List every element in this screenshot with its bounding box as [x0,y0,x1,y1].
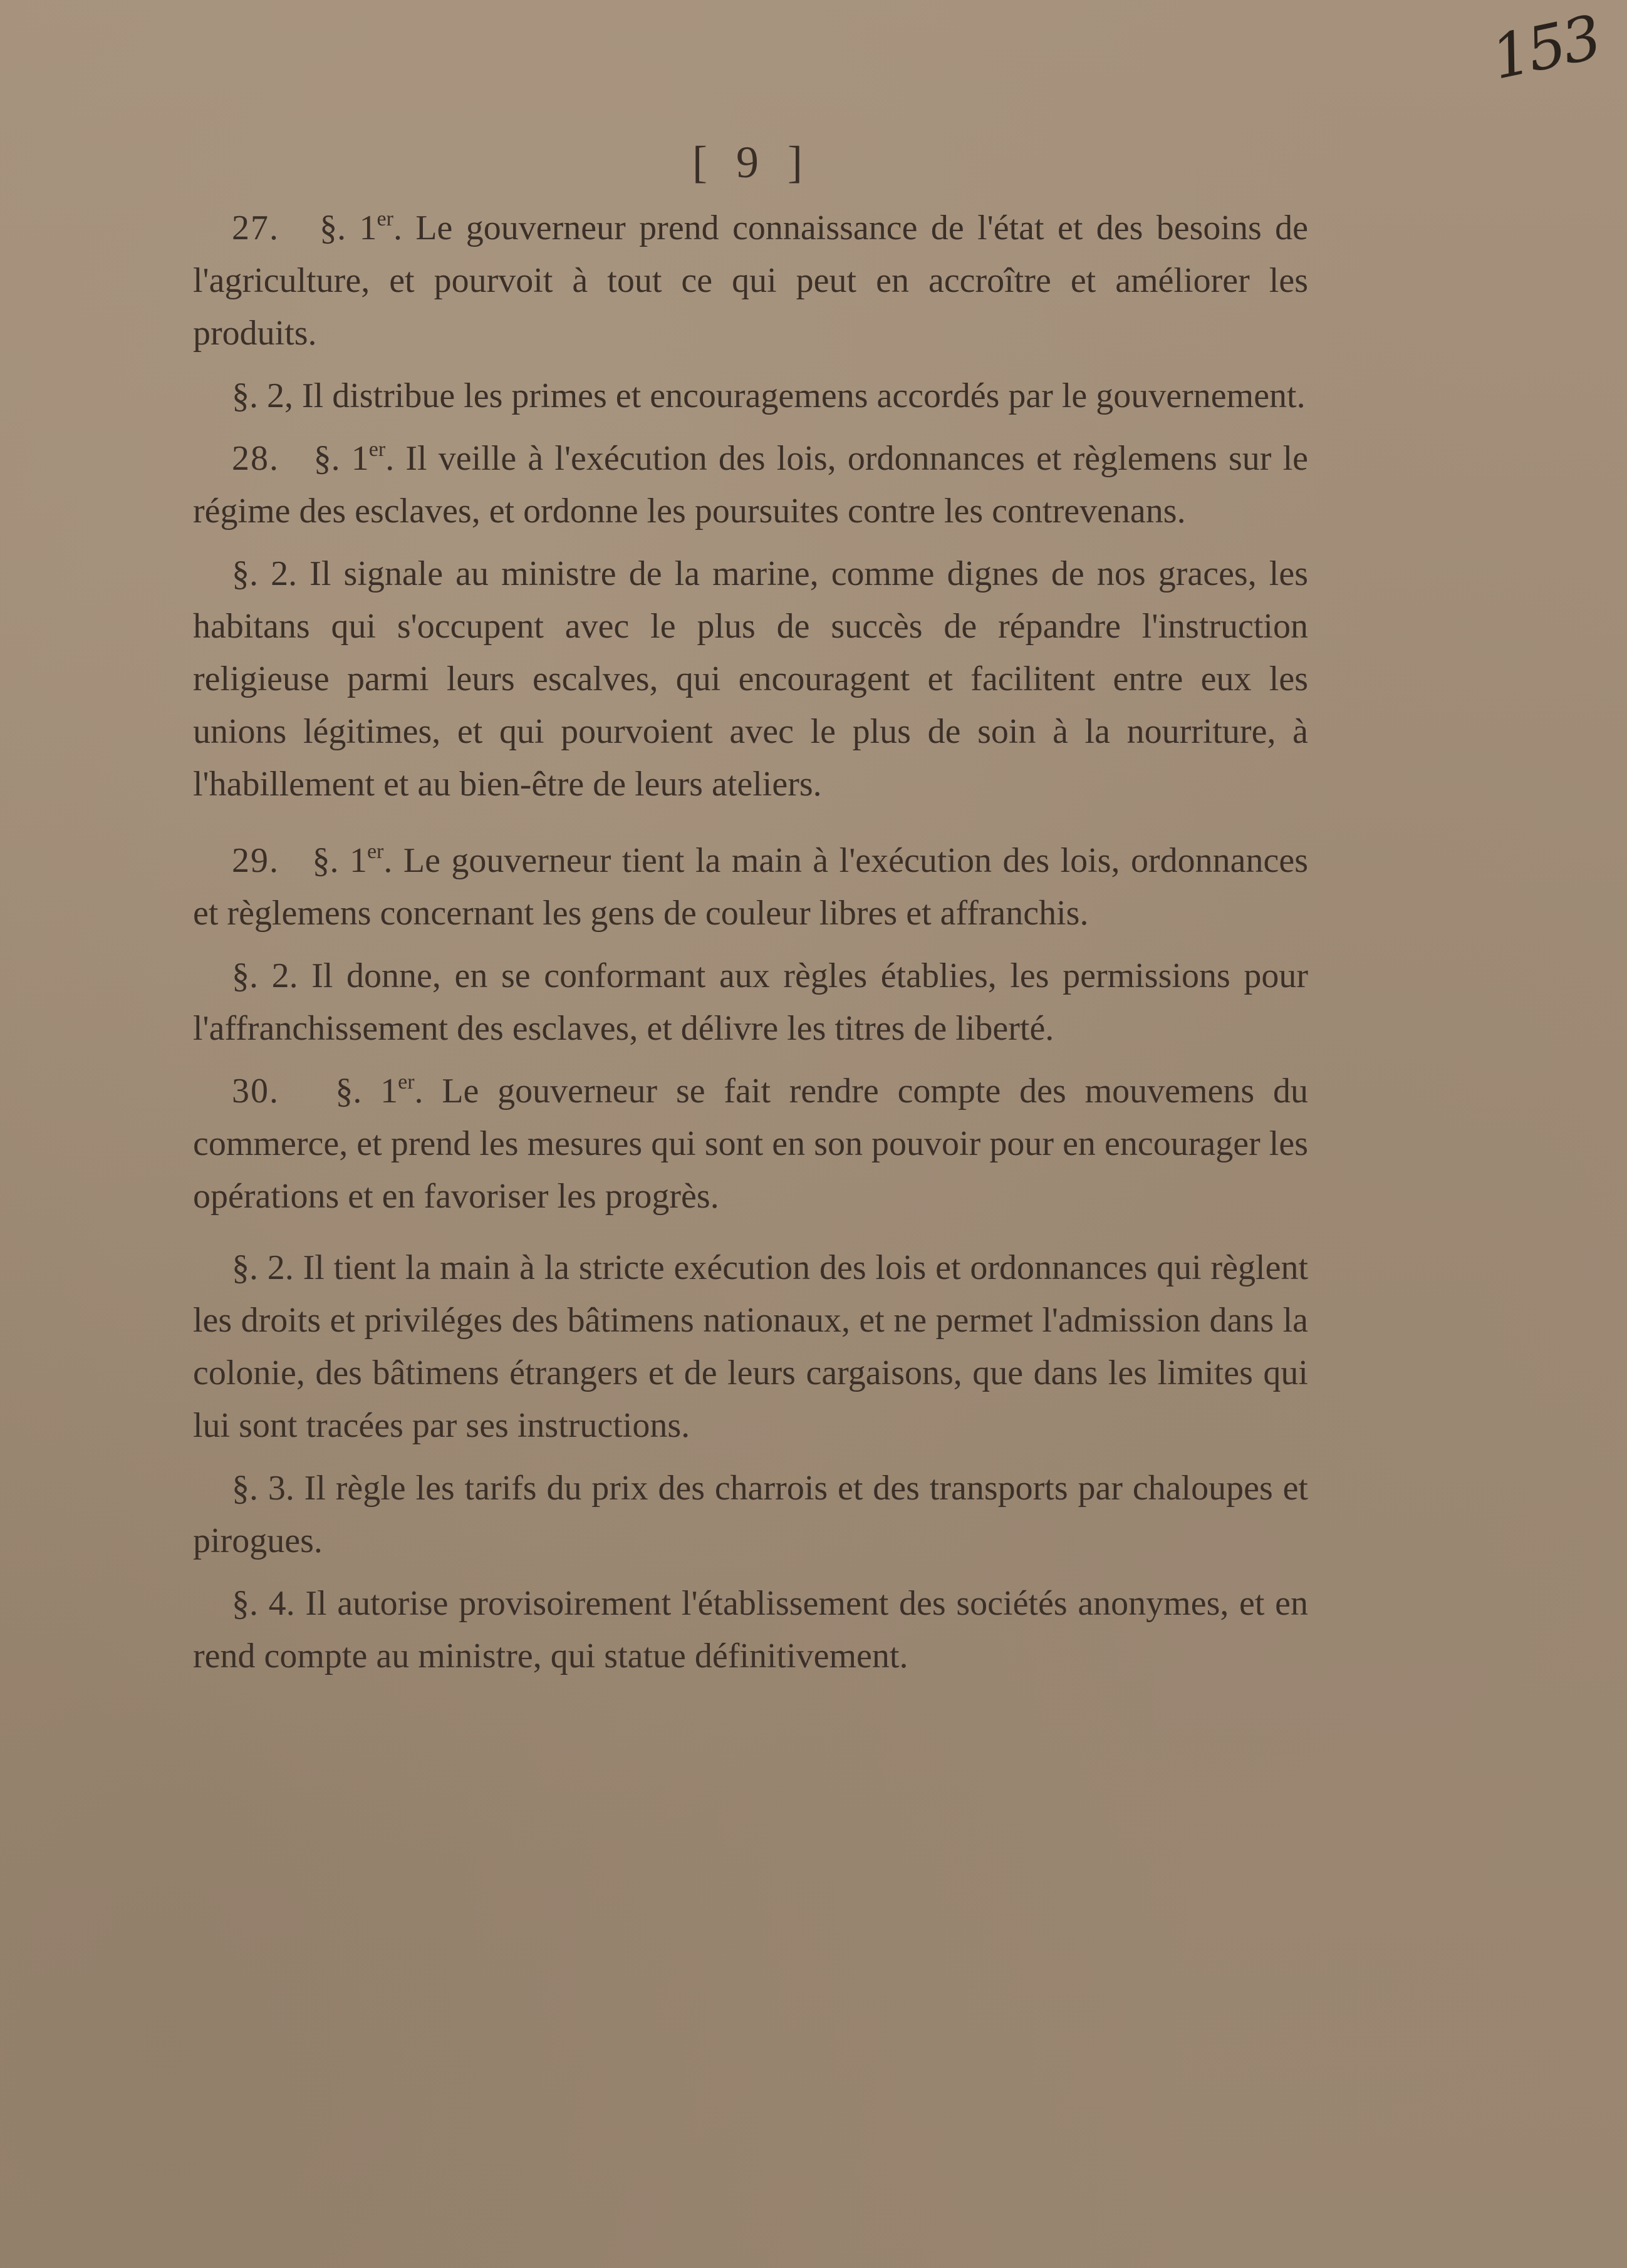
section-mark: §. 2 [232,376,284,415]
paragraph-text: . Il donne, en se conformant aux règles établies, les permissions pour l'affranchissement des esclaves, et délivre les titres de liberté. [193,956,1308,1048]
paragraph-text: . Le gouverneur se fait rendre compte des mouvemens du commerce, et prend les mesures qui sont en son pouvoir pour en encourager les opérations et en favoriser les progrès. [193,1072,1309,1216]
paragraph-article-27-s2 [193,370,1308,422]
section-mark: §. 3 [232,1469,286,1508]
paragraph-text: . Il règle les tarifs du prix des charrois et des transports par chaloupes et pirogues. [193,1469,1308,1560]
article-number: 27. [232,209,279,247]
paragraph-article-30-s4 [193,1577,1308,1682]
paragraph-text: . Il signale au ministre de la marine, comme dignes de nos graces, les habitans qui s'occupent avec le plus de succès de répandre l'instruction religieuse parmi leurs escalves, qui encouragent et facilitent entre eux les unions légitimes, et qui pourvoient avec le plus de soin à la nourriture, à l'habillement et au bien-être de leurs ateliers. [193,554,1309,804]
section-mark: §. 1 [313,439,369,478]
paragraph-article-28-s1 [193,432,1308,537]
paragraph-text: , Il distribue les primes et encouragemens accordés par le gouvernement. [284,376,1306,415]
paragraph-article-27-s1 [193,202,1308,360]
section-mark: §. 1 [335,1072,398,1111]
paragraph-text: . Il tient la main à la stricte exécution des lois et ordonnances qui règlent les droits et priviléges des bâtimens nationaux, et ne permet l'admission dans la colonie, des bâtimens étrangers et de leurs cargaisons, que dans les limites qui lui sont tracées par ses instructions. [193,1248,1309,1445]
paragraph-text: . Le gouverneur tient la main à l'exécution des lois, ordonnances et règlemens concernant les gens de couleur libres et affranchis. [193,841,1309,933]
article-number: 29. [232,841,279,880]
paragraph-article-30-s3 [193,1462,1308,1567]
superscript: er [398,1070,415,1094]
paragraph-text: . Il autorise provisoirement l'établissement des sociétés anonymes, et en rend compte au ministre, qui statue définitivement. [193,1584,1309,1675]
paragraph-article-29-s1 [193,834,1308,940]
section-mark: §. 1 [320,209,377,247]
document-body [193,202,1308,1692]
section-mark: §. 2 [232,1248,285,1287]
paragraph-text: . Il veille à l'exécution des lois, ordonnances et règlemens sur le régime des esclaves, et ordonne les poursuites contre les contrevenans. [193,439,1309,531]
superscript: er [368,438,386,461]
section-mark: §. 4 [232,1584,286,1623]
paragraph-article-30-s1 [193,1065,1308,1223]
paragraph-article-29-s2 [193,950,1308,1055]
article-number: 30. [232,1072,279,1111]
handwritten-folio-number: 153 [1485,2,1605,93]
section-mark: §. 2 [232,554,289,593]
page-number: [ 9 ] [692,137,811,187]
superscript: er [377,207,393,230]
paragraph-article-28-s2 [193,547,1308,810]
section-mark: §. 1 [312,841,367,880]
paragraph-article-30-s2 [193,1241,1308,1452]
article-number: 28. [232,439,279,478]
superscript: er [366,840,384,863]
paragraph-text: . Le gouverneur prend connaissance de l'état et des besoins de l'agriculture, et pourvoit à tout ce qui peut en accroître et améliorer les produits. [193,209,1309,353]
section-mark: §. 2 [232,956,289,995]
